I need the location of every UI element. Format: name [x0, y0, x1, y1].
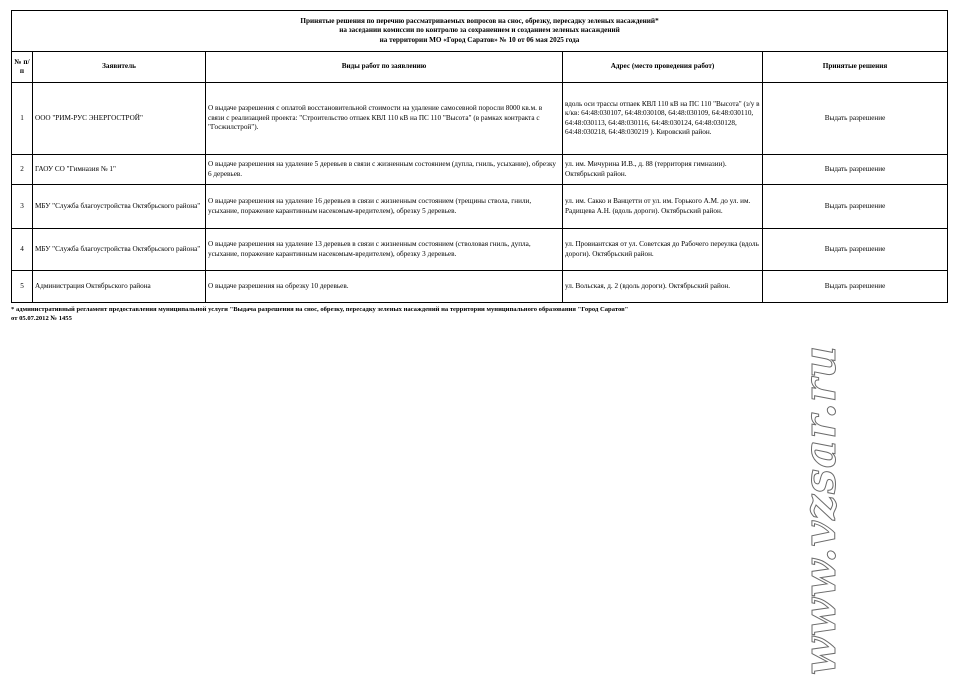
- address-cell: ул. Вольская, д. 2 (вдоль дороги). Октябрьский район.: [563, 271, 763, 303]
- footnote: [11, 306, 628, 323]
- header-row: [12, 52, 948, 83]
- row-number: 1: [12, 83, 33, 155]
- table-row: [12, 229, 948, 271]
- column-header-decision: Принятые решения: [763, 52, 948, 83]
- row-number: 5: [12, 271, 33, 303]
- watermark: www.vzsar.ru: [795, 345, 846, 675]
- table-row: [12, 155, 948, 185]
- column-header-address: Адрес (место проведения работ): [563, 52, 763, 83]
- address-cell: ул. Провиантская от ул. Советская до Рабочего переулка (вдоль дороги). Октябрьский район.: [563, 229, 763, 271]
- address-cell: ул. им. Мичурина И.В., д. 88 (территория гимназии). Октябрьский район.: [563, 155, 763, 185]
- decision-cell: Выдать разрешение: [763, 229, 948, 271]
- row-number: 2: [12, 155, 33, 185]
- table-row: [12, 185, 948, 229]
- applicant-cell: ООО "РИМ-РУС ЭНЕРГОСТРОЙ": [33, 83, 206, 155]
- works-cell: О выдаче разрешения на обрезку 10 деревьев.: [206, 271, 563, 303]
- footnote-line: от 05.07.2012 № 1455: [11, 314, 72, 322]
- column-header-works: Виды работ по заявлению: [206, 52, 563, 83]
- address-cell: ул. им. Сакко и Ванцетти от ул. им. Горького А.М. до ул. им. Радищева А.Н. (вдоль дороги). Октябрьский район.: [563, 185, 763, 229]
- title-line-1: Принятые решения по перечню рассматриваемых вопросов на снос, обрезку, пересадку зеленых насаждений*: [300, 16, 659, 25]
- works-cell: О выдаче разрешения на удаление 5 деревьев в связи с жизненным состоянием (дупла, гниль, усыхание), обрезку 6 деревьев.: [206, 155, 563, 185]
- works-cell: О выдаче разрешения на удаление 16 деревьев в связи с жизненным состоянием (трещины ствола, гнили, усыхание, поражение карантинным насекомым-вредителем), обрезку 5 деревьев.: [206, 185, 563, 229]
- footnote-line: * административный регламент предоставления муниципальной услуги "Выдача разрешения на снос, обрезку, пересадку зеленых насаждений на территории муниципального образования "Город Саратов": [11, 306, 629, 313]
- column-header-number: № п/п: [12, 52, 33, 83]
- applicant-cell: ГАОУ СО "Гимназия № 1": [33, 155, 206, 185]
- row-number: 3: [12, 185, 33, 229]
- applicant-cell: Администрация Октябрьского района: [33, 271, 206, 303]
- table-row: [12, 83, 948, 155]
- decision-cell: Выдать разрешение: [763, 185, 948, 229]
- decision-cell: Выдать разрешение: [763, 271, 948, 303]
- decision-cell: Выдать разрешение: [763, 83, 948, 155]
- decisions-table: [11, 10, 948, 303]
- works-cell: О выдаче разрешения на удаление 13 деревьев в связи с жизненным состоянием (стволовая гниль, дупла, усыхание, поражение карантинным насекомым-вредителем), обрезку 3 деревьев.: [206, 229, 563, 271]
- title-line-3: на территории МО «Город Саратов» № 10 от 06 мая 2025 года: [379, 35, 580, 44]
- row-number: 4: [12, 229, 33, 271]
- title-row: [12, 11, 948, 52]
- applicant-cell: МБУ "Служба благоустройства Октябрьского района": [33, 229, 206, 271]
- table-row: [12, 271, 948, 303]
- decision-cell: Выдать разрешение: [763, 155, 948, 185]
- works-cell: О выдаче разрешения с оплатой восстановительной стоимости на удаление самосевной поросли 8000 кв.м. в связи с реализацией проекта: "Строительство отпаек КВЛ 110 кВ на ПС 110 "Высота" (в рамках контракта с "Госжилстрой").: [206, 83, 563, 155]
- document-title: [12, 11, 948, 52]
- column-header-applicant: Заявитель: [33, 52, 206, 83]
- applicant-cell: МБУ "Служба благоустройства Октябрьского района": [33, 185, 206, 229]
- title-line-2: на заседании комиссии по контролю за сохранением и созданием зеленых насаждений: [339, 26, 620, 35]
- address-cell: вдоль оси трассы отпаек КВЛ 110 кВ на ПС 110 "Высота" (з/у в к/кв: 64:48:030107, 64:48:030108, 64:48:030109, 64:48:030110, 64:48:030113, 64:48:030116, 64:48:030124, 64:48:030128, 64:48:030218, 64:48:030219 ). Кировский район.: [563, 83, 763, 155]
